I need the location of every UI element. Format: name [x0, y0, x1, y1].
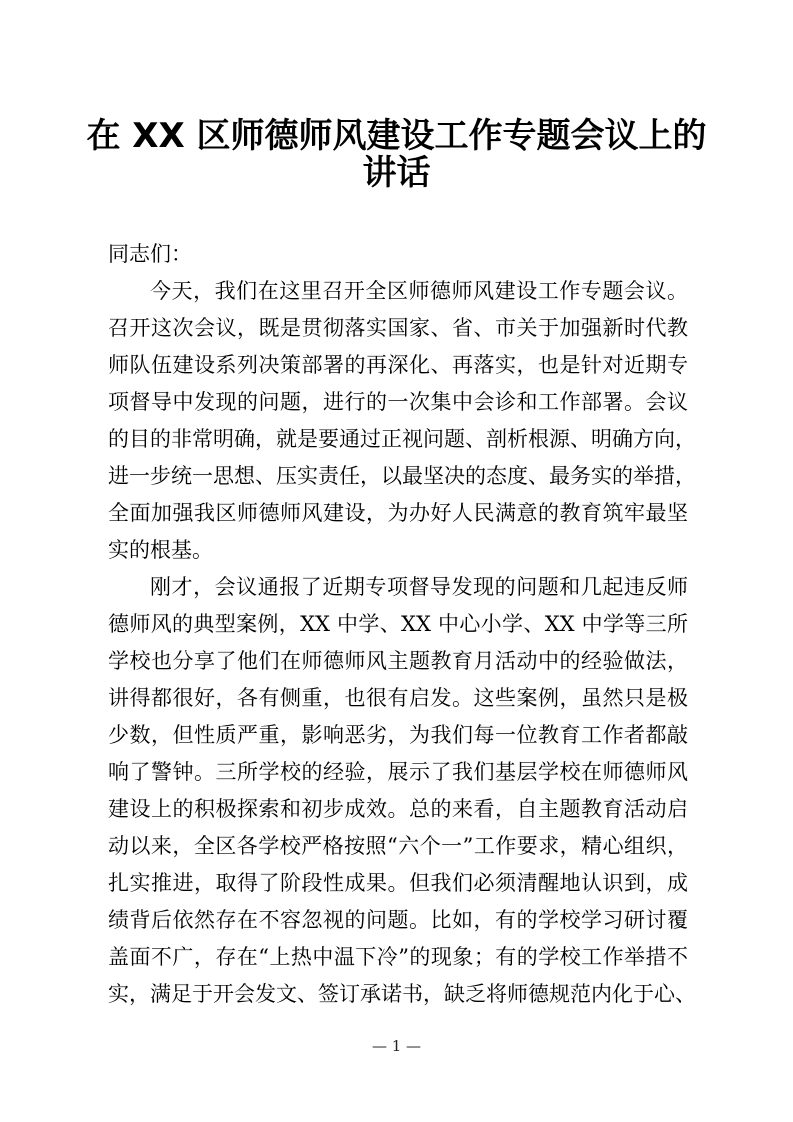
document-title	[0, 112, 793, 193]
text-line: 少数，但性质严重，影响恶劣，为我们每一位教育工作者都敲	[108, 723, 688, 747]
paragraph-2	[108, 569, 696, 1013]
text-line: 的目的非常明确，就是要通过正视问题、剖析根源、明确方向，	[108, 427, 696, 451]
text-line: 项督导中发现的问题，进行的一次集中会诊和工作部署。会议	[108, 390, 688, 414]
text-line: 动以来，全区各学校严格按照“六个一”工作要求，精心组织，	[108, 834, 688, 858]
text-line: 德师风的典型案例，XX 中学、XX 中心小学、XX 中学等三所	[108, 612, 688, 636]
salutation: 同志们：	[108, 242, 192, 266]
page-number: — 1 —	[371, 1037, 422, 1055]
text-line: 今天，我们在这里召开全区师德师风建设工作专题会议。	[150, 279, 688, 303]
text-line: 召开这次会议，既是贯彻落实国家、省、市关于加强新时代教	[108, 316, 688, 340]
text-line: 全面加强我区师德师风建设，为办好人民满意的教育筑牢最坚	[108, 501, 688, 525]
text-line: 刚才，会议通报了近期专项督导发现的问题和几起违反师	[150, 575, 688, 599]
text-line: 实，满足于开会发文、签订承诺书，缺乏将师德规范内化于心、	[108, 982, 696, 1006]
text-line: 扎实推进，取得了阶段性成果。但我们必须清醒地认识到，成	[108, 871, 688, 895]
text-line: 建设上的积极探索和初步成效。总的来看，自主题教育活动启	[108, 797, 688, 821]
text-line: 进一步统一思想、压实责任，以最坚决的态度、最务实的举措，	[108, 464, 696, 488]
text-line: 实的根基。	[108, 538, 213, 562]
text-line: 响了警钟。三所学校的经验，展示了我们基层学校在师德师风	[108, 760, 688, 784]
text-line: 学校也分享了他们在师德师风主题教育月活动中的经验做法，	[108, 649, 688, 673]
paragraph-1	[108, 273, 696, 569]
text-line: 师队伍建设系列决策部署的再深化、再落实，也是针对近期专	[108, 353, 688, 377]
title-line: 在 XX 区师德师风建设工作专题会议上的	[86, 116, 707, 156]
text-line: 绩背后依然存在不容忽视的问题。比如，有的学校学习研讨覆	[108, 908, 688, 932]
title-line: 讲话	[362, 153, 431, 193]
text-line: 盖面不广，存在“上热中温下冷”的现象；有的学校工作举措不	[108, 945, 688, 969]
document-body	[108, 236, 696, 1013]
text-line: 讲得都很好，各有侧重，也很有启发。这些案例，虽然只是极	[108, 686, 688, 710]
